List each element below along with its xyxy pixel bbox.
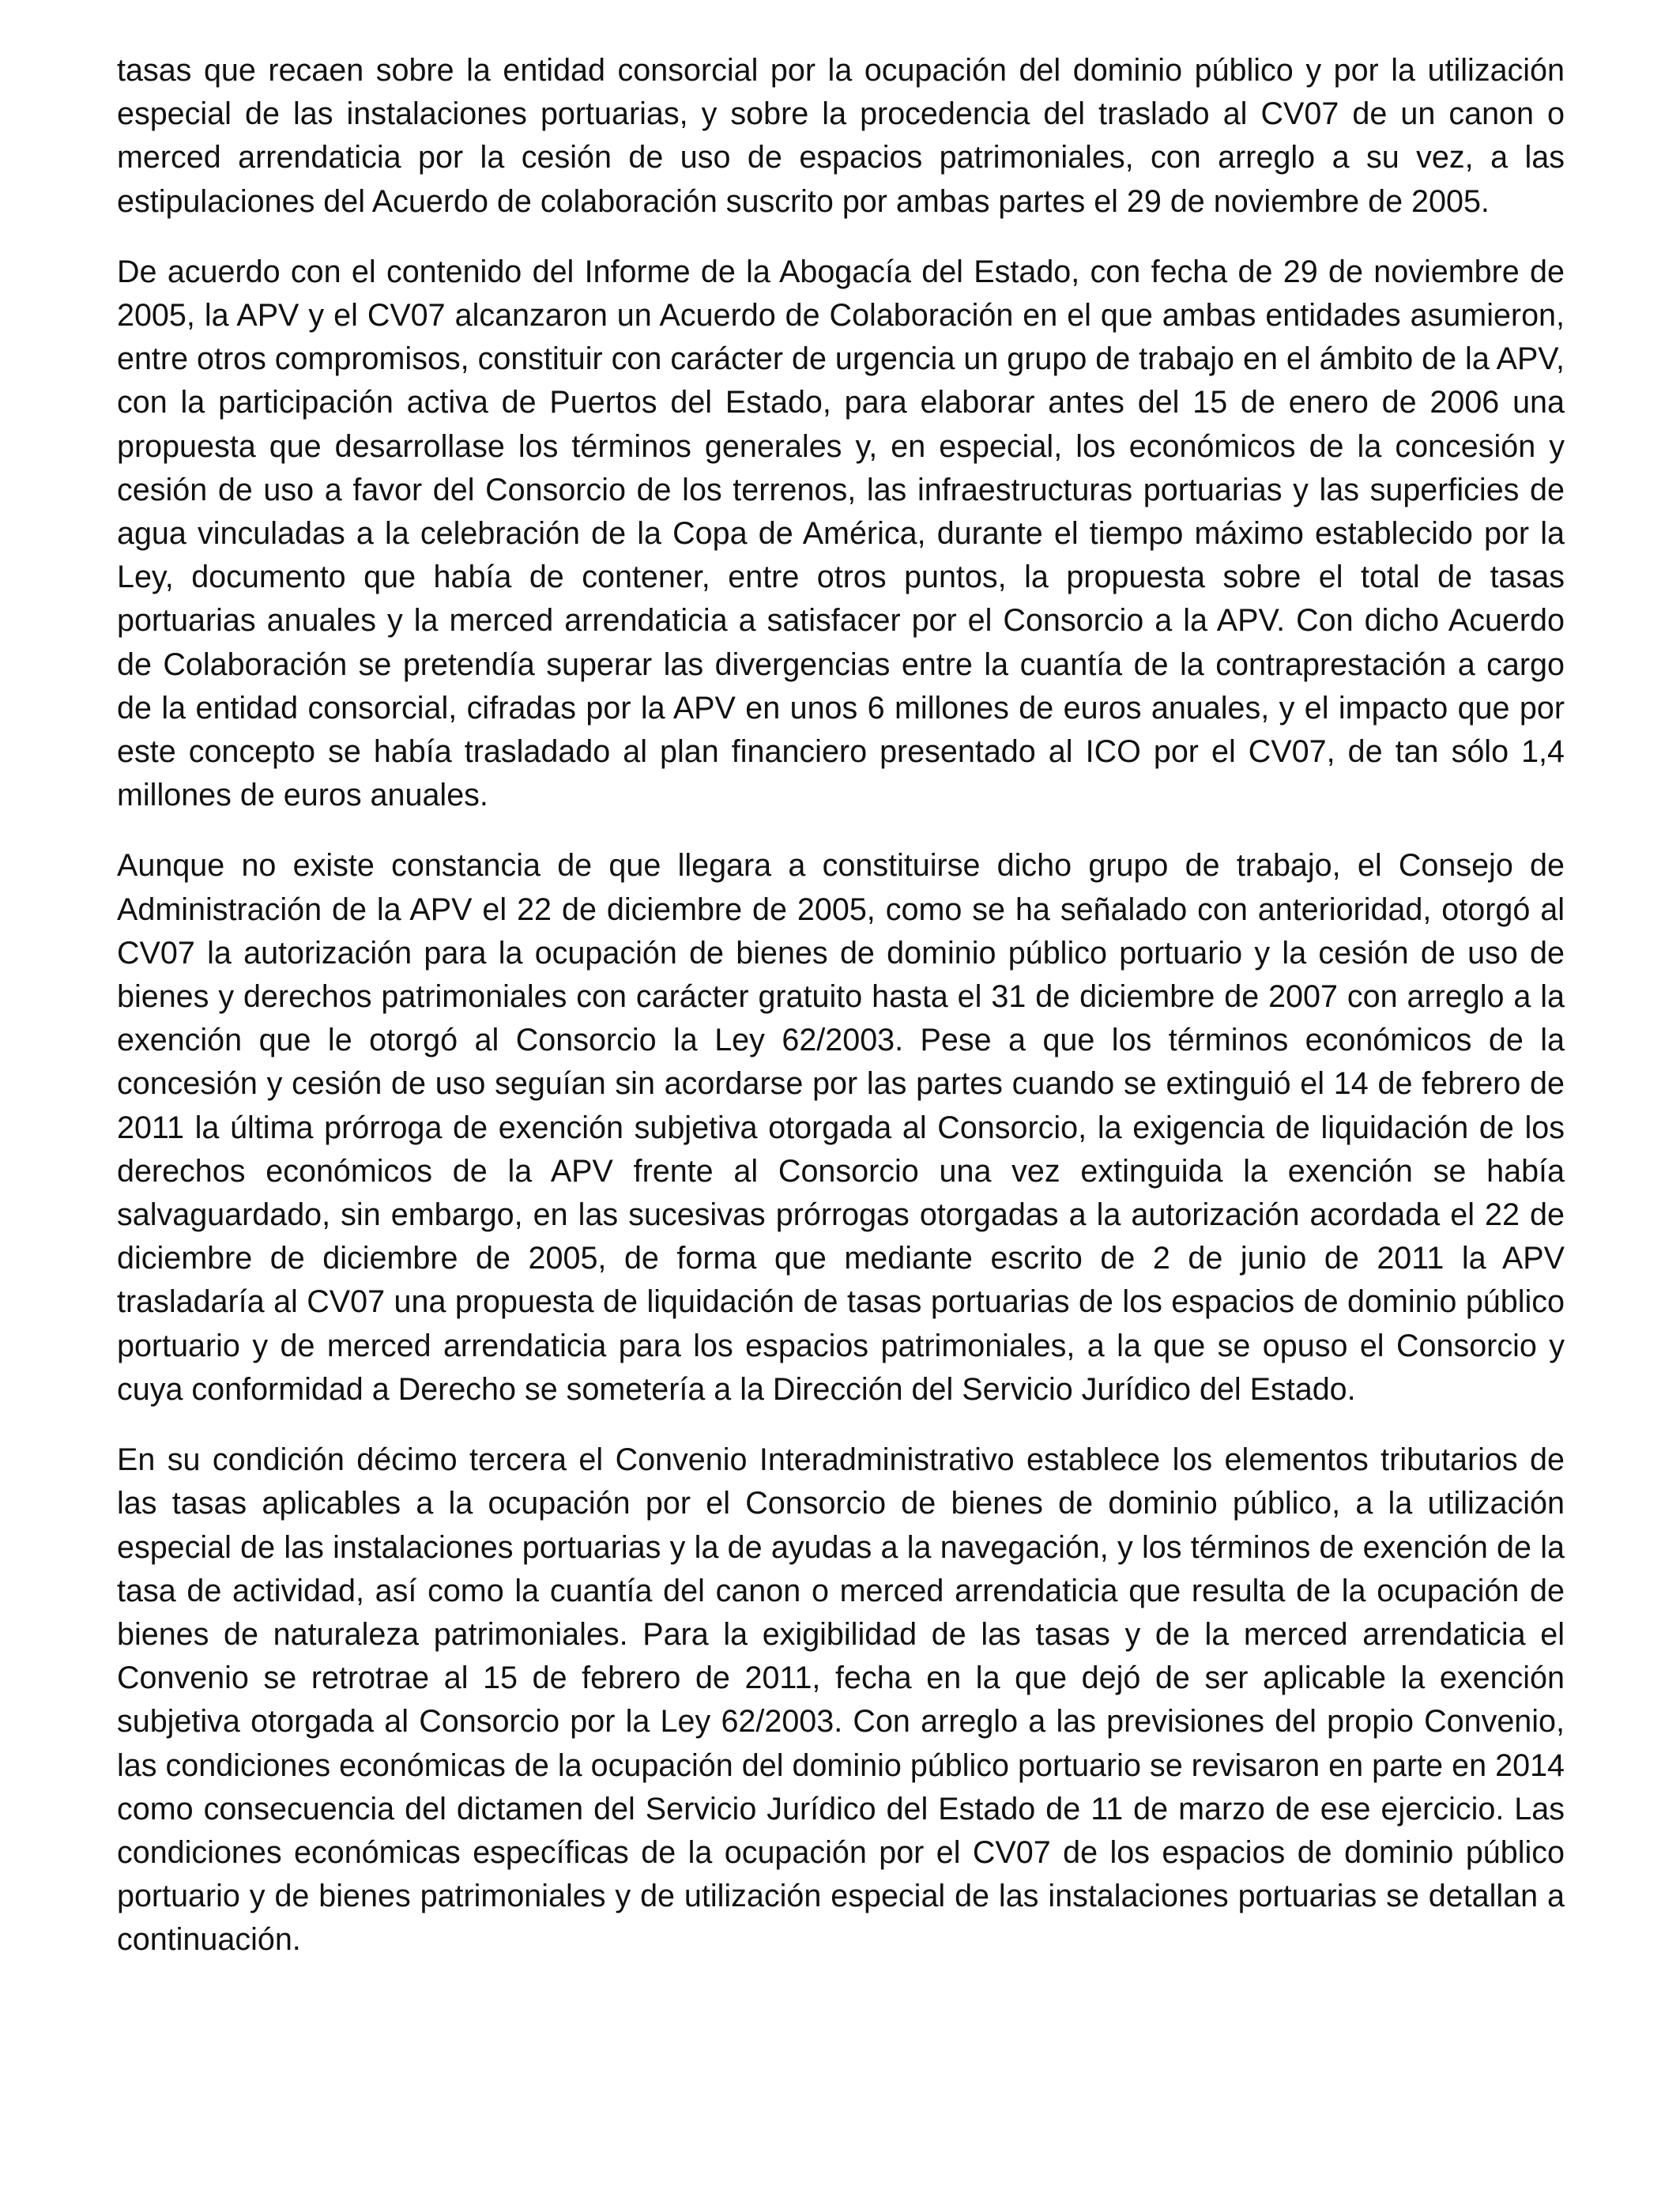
paragraph-2: De acuerdo con el contenido del Informe de la Abogacía del Estado, con fecha de 29 de noviembre de 2005, la APV y el CV07 alcanzaron un Acuerdo de Colaboración en el que ambas entidades asumieron, entre otros compromisos, constituir con carácter de urgencia un grupo de trabajo en el ámbito de la APV, con la participación activa de Puertos del Estado, para elaborar antes del 15 de enero de 2006 una propuesta que desarrollase los términos generales y, en especial, los económicos de la concesión y cesión de uso a favor del Consorcio de los terrenos, las infraestructuras portuarias y las superficies de agua vinculadas a la celebración de la Copa de América, durante el tiempo máximo establecido por la Ley, documento que había de contener, entre otros puntos, la propuesta sobre el total de tasas portuarias anuales y la merced arrendaticia a satisfacer por el Consorcio a la APV. Con dicho Acuerdo de Colaboración se pretendía superar las divergencias entre la cuantía de la contraprestación a cargo de la entidad consorcial, cifradas por la APV en unos 6 millones de euros anuales, y el impacto que por este concepto se había trasladado al plan financiero presentado al ICO por el CV07, de tan sólo 1,4 millones de euros anuales.: [117, 254, 1565, 813]
paragraph-1: tasas que recaen sobre la entidad consorcial por la ocupación del dominio público y por la utilización especial de las instalaciones portuarias, y sobre la procedencia del traslado al CV07 de un canon o merced arrendaticia por la cesión de uso de espacios patrimoniales, con arreglo a su vez, a las estipulaciones del Acuerdo de colaboración suscrito por ambas partes el 29 de noviembre de 2005.: [117, 53, 1565, 219]
paragraph-4: En su condición décimo tercera el Convenio Interadministrativo establece los elementos tributarios de las tasas aplicables a la ocupación por el Consorcio de bienes de dominio público, a la utilización especial de las instalaciones portuarias y la de ayudas a la navegación, y los términos de exención de la tasa de actividad, así como la cuantía del canon o merced arrendaticia que resulta de la ocupación de bienes de naturaleza patrimoniales. Para la exigibilidad de las tasas y de la merced arrendaticia el Convenio se retrotrae al 15 de febrero de 2011, fecha en la que dejó de ser aplicable la exención subjetiva otorgada al Consorcio por la Ley 62/2003. Con arreglo a las previsiones del propio Convenio, las condiciones económicas de la ocupación del dominio público portuario se revisaron en parte en 2014 como consecuencia del dictamen del Servicio Jurídico del Estado de 11 de marzo de ese ejercicio. Las condiciones económicas específicas de la ocupación por el CV07 de los espacios de dominio público portuario y de bienes patrimoniales y de utilización especial de las instalaciones portuarias se detallan a continuación.: [117, 1442, 1565, 1958]
document-page: [117, 49, 1565, 1989]
paragraph-3: Aunque no existe constancia de que llegara a constituirse dicho grupo de trabajo, el Consejo de Administración de la APV el 22 de diciembre de 2005, como se ha señalado con anterioridad, otorgó al CV07 la autorización para la ocupación de bienes de dominio público portuario y la cesión de uso de bienes y derechos patrimoniales con carácter gratuito hasta el 31 de diciembre de 2007 con arreglo a la exención que le otorgó al Consorcio la Ley 62/2003. Pese a que los términos económicos de la concesión y cesión de uso seguían sin acordarse por las partes cuando se extinguió el 14 de febrero de 2011 la última prórroga de exención subjetiva otorgada al Consorcio, la exigencia de liquidación de los derechos económicos de la APV frente al Consorcio una vez extinguida la exención se había salvaguardado, sin embargo, en las sucesivas prórrogas otorgadas a la autorización acordada el 22 de diciembre de diciembre de 2005, de forma que mediante escrito de 2 de junio de 2011 la APV trasladaría al CV07 una propuesta de liquidación de tasas portuarias de los espacios de dominio público portuario y de merced arrendaticia para los espacios patrimoniales, a la que se opuso el Consorcio y cuya conformidad a Derecho se sometería a la Dirección del Servicio Jurídico del Estado.: [117, 848, 1565, 1407]
